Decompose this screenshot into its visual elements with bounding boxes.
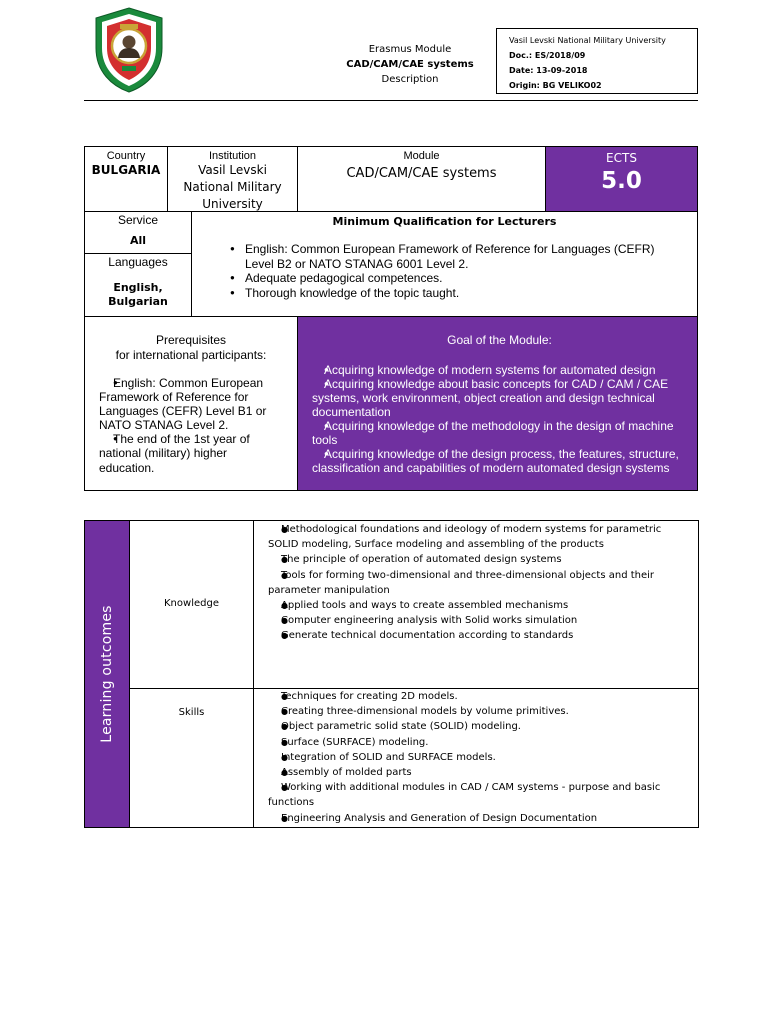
languages-cell (84, 253, 192, 317)
goal-title: Goal of the Module: (447, 333, 552, 347)
skills-list (268, 689, 690, 826)
list-item: ● Object parametric solid state (SOLID) modeling. (268, 719, 690, 734)
knowledge-label-cell (129, 520, 254, 689)
university-crest-icon (92, 6, 166, 94)
goal-cell (297, 316, 698, 491)
ects-label: ECTS (606, 151, 637, 165)
list-item: ● Thorough knowledge of the topic taught. (230, 286, 667, 301)
list-item: ● The principle of operation of automated design systems (268, 552, 690, 567)
service-label: Service (117, 213, 158, 227)
knowledge-label: Knowledge (164, 598, 219, 609)
institution-line-1: Vasil Levski (198, 163, 267, 177)
list-item: ● Assembly of molded parts (268, 765, 690, 780)
info-date: Date: 13-09-2018 (509, 66, 588, 75)
prerequisites-list (99, 376, 283, 475)
skills-label: Skills (178, 707, 205, 718)
country-cell (84, 146, 168, 212)
list-item: ● Acquiring knowledge of modern systems for automated design (312, 363, 687, 377)
list-item: ● Generate technical documentation according to standards (268, 628, 690, 643)
languages-line-2: Bulgarian (108, 295, 168, 308)
list-item: ● Applied tools and ways to create assembled mechanisms (268, 598, 690, 613)
list-item: ● The end of the 1st year of national (military) higher education. (99, 432, 283, 474)
min-qualification-list (230, 242, 667, 300)
header-line-description: Description (381, 74, 439, 85)
list-item: ● Working with additional modules in CAD / CAM systems - purpose and basic functions (268, 780, 690, 810)
module-cell (297, 146, 546, 212)
institution-line-3: University (202, 197, 263, 211)
list-item: ● Creating three-dimensional models by volume primitives. (268, 704, 690, 719)
service-value: All (129, 234, 147, 247)
list-item: ● English: Common European Framework of Reference for Languages (CEFR) Level B2 or NATO STANAG 6001 Level 2. (230, 242, 667, 271)
prerequisites-subtitle: for international participants: (115, 347, 267, 362)
list-item: ● Methodological foundations and ideology of modern systems for parametric SOLID modeling, Surface modeling and assembling of the products (268, 522, 690, 552)
languages-line-1: English, (113, 281, 163, 294)
goal-list (312, 363, 687, 476)
institution-cell (167, 146, 298, 212)
min-qualification-cell (191, 211, 698, 317)
learning-outcomes-side-label: Learning outcomes (99, 605, 115, 743)
list-item: ● Integration of SOLID and SURFACE models. (268, 750, 690, 765)
header-line-erasmus: Erasmus Module (368, 44, 452, 55)
list-item: ● Computer engineering analysis with Solid works simulation (268, 613, 690, 628)
module-label: Module (403, 150, 440, 162)
document-info-box (496, 28, 698, 94)
document-title-block (300, 42, 520, 87)
service-cell (84, 211, 192, 254)
info-university: Vasil Levski National Military University (509, 36, 666, 45)
country-label: Country (106, 150, 146, 162)
list-item: ● Tools for forming two-dimensional and three-dimensional objects and their parameter manipulation (268, 568, 690, 598)
languages-label: Languages (108, 255, 168, 269)
list-item: ● English: Common European Framework of Reference for Languages (CEFR) Level B1 or NATO STANAG Level 2. (99, 376, 283, 432)
list-item: ● Adequate pedagogical competences. (230, 271, 667, 286)
country-value: BULGARIA (91, 163, 161, 177)
min-qualification-title: Minimum Qualification for Lecturers (332, 215, 557, 228)
prerequisites-title: Prerequisites (155, 333, 227, 347)
list-item: ● Techniques for creating 2D models. (268, 689, 690, 704)
skills-items-cell (253, 688, 699, 828)
institution-label: Institution (208, 150, 257, 162)
knowledge-items-cell (253, 520, 699, 689)
list-item: ● Surface (SURFACE) modeling. (268, 735, 690, 750)
info-origin: Origin: BG VELIKO02 (509, 81, 602, 90)
list-item: ● Acquiring knowledge about basic concepts for CAD / CAM / CAE systems, work environment, object creation and design technical documentation (312, 377, 687, 419)
ects-value: 5.0 (601, 168, 642, 194)
institution-line-2: National Military (183, 180, 282, 194)
skills-label-cell (129, 688, 254, 828)
prerequisites-cell (84, 316, 298, 491)
ects-cell (545, 146, 698, 212)
header-divider (84, 100, 698, 101)
list-item: ● Engineering Analysis and Generation of Design Documentation (268, 811, 690, 826)
learning-outcomes-side-label-cell (84, 520, 130, 828)
header-line-module-name: CAD/CAM/CAE systems (346, 59, 474, 70)
list-item: ● Acquiring knowledge of the design process, the features, structure, classification and capabilities of modern automated design systems (312, 447, 687, 475)
info-doc-number: Doc.: ES/2018/09 (509, 51, 586, 60)
module-value: CAD/CAM/CAE systems (346, 166, 497, 181)
knowledge-list (268, 522, 690, 644)
list-item: ● Acquiring knowledge of the methodology in the design of machine tools (312, 419, 687, 447)
